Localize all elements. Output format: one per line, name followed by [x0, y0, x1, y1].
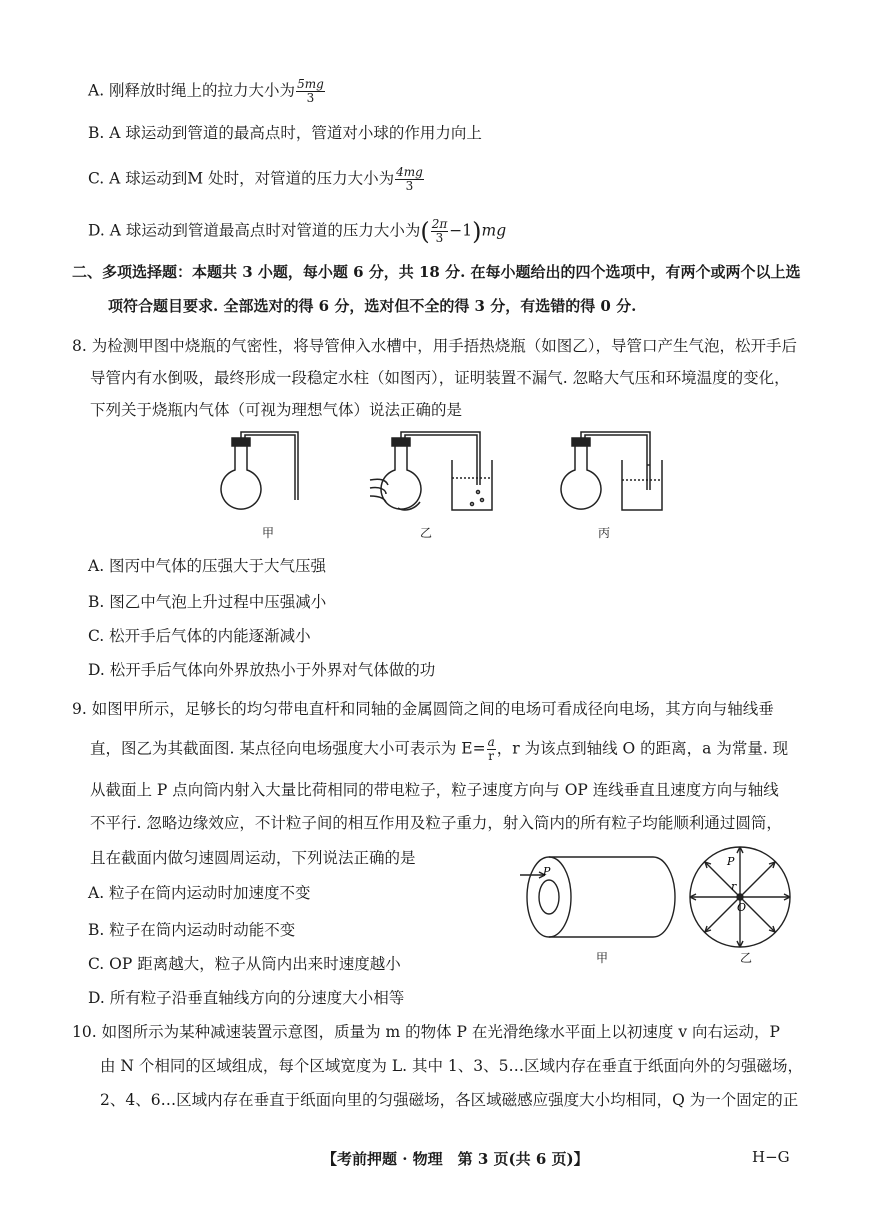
q9-option-b: B. 粒子在筒内运动时动能不变	[88, 921, 296, 939]
flask-jia	[221, 432, 298, 509]
fig-label-bing: 丙	[598, 526, 611, 540]
q9-stem-2: 直，图乙为其截面图. 某点径向电场强度大小可表示为 E= $\frac{a}{r}$ ，r 为该点到轴线 O 的距离，a 为常量. 现	[90, 735, 789, 763]
q8-option-c: C. 松开手后气体的内能逐渐减小	[88, 627, 311, 645]
q9-stem-5: 且在截面内做匀速圆周运动，下列说法正确的是	[90, 849, 416, 867]
page-footer: 【考前押题 · 物理 第 3 页(共 6 页)】	[322, 1150, 589, 1168]
fraction: $\frac{4mg}{3}$	[396, 165, 423, 193]
cross-section-yi	[690, 847, 790, 947]
q7-option-d: D. A 球运动到管道最高点时对管道的压力大小为( $\frac{2\pi}{3}$ −1)mg	[88, 217, 507, 246]
q8-option-a: A. 图丙中气体的压强大于大气压强	[88, 557, 327, 575]
q7-option-a: A. 刚释放时绳上的拉力大小为 $\frac{5mg}{3}$	[88, 77, 324, 105]
q9-stem-1: 9. 如图甲所示，足够长的均匀带电直杆和同轴的金属圆筒之间的电场可看成径向电场，其方向与轴线垂	[72, 700, 774, 718]
label-r: r	[731, 880, 737, 893]
fraction: $\frac{5mg}{3}$	[297, 77, 324, 105]
q9-option-d: D. 所有粒子沿垂直轴线方向的分速度大小相等	[88, 989, 405, 1007]
label-p2: P	[727, 855, 735, 868]
q8-option-b: B. 图乙中气泡上升过程中压强减小	[88, 593, 327, 611]
fig-label-yi-9: 乙	[740, 951, 753, 965]
q8-stem-1: 8. 为检测甲图中烧瓶的气密性，将导管伸入水槽中，用手捂热烧瓶（如图乙），导管口产生气泡，松开手后	[72, 337, 797, 355]
q8-stem-2: 导管内有水倒吸，最终形成一段稳定水柱（如图丙），证明装置不漏气. 忽略大气压和环境温度的变化，	[90, 369, 790, 387]
fig-label-jia: 甲	[262, 526, 275, 540]
fraction: $\frac{a}{r}$	[487, 735, 495, 763]
fig-label-jia-9: 甲	[596, 951, 609, 965]
q8-figure	[210, 430, 690, 550]
q7-option-c: C. A 球运动到M 处时，对管道的压力大小为 $\frac{4mg}{3}$	[88, 165, 423, 193]
q8-stem-3: 下列关于烧瓶内气体（可视为理想气体）说法正确的是	[90, 401, 463, 419]
flask-yi	[370, 432, 492, 510]
q9-stem-3: 从截面上 P 点向筒内射入大量比荷相同的带电粒子，粒子速度方向与 OP 连线垂直且速度方向与轴线	[90, 781, 779, 799]
section-heading: 二、多项选择题：本题共 3 小题，每小题 6 分，共 18 分. 在每小题给出的四个选项中，有两个或两个以上选	[72, 263, 801, 281]
q9-option-c: C. OP 距离越大，粒子从筒内出来时速度越小	[88, 955, 401, 973]
q9-figure	[515, 845, 845, 955]
section-heading-cont: 项符合题目要求. 全部选对的得 6 分，选对但不全的得 3 分，有选错的得 0 分.	[108, 297, 637, 315]
flask-bing	[561, 432, 662, 510]
label-p: P	[543, 865, 551, 878]
fraction: $\frac{2\pi}{3}$	[431, 217, 448, 245]
q9-option-a: A. 粒子在筒内运动时加速度不变	[88, 884, 311, 902]
q7-option-b: B. A 球运动到管道的最高点时，管道对小球的作用力向上	[88, 124, 482, 142]
label-o: O	[737, 901, 747, 914]
q10-stem-3: 2、4、6…区域内存在垂直于纸面向里的匀强磁场，各区域磁感应强度大小均相同，Q 为一个固定的正	[100, 1091, 799, 1109]
fig-label-yi: 乙	[420, 526, 433, 540]
paper-code: H−G	[752, 1148, 790, 1166]
q8-option-d: D. 松开手后气体向外界放热小于外界对气体做的功	[88, 661, 436, 679]
q10-stem-2: 由 N 个相同的区域组成，每个区域宽度为 L. 其中 1、3、5…区域内存在垂直于纸面向外的匀强磁场，	[100, 1057, 804, 1075]
q9-stem-4: 不平行. 忽略边缘效应，不计粒子间的相互作用及粒子重力，射入筒内的所有粒子均能顺利通过圆筒，	[90, 814, 782, 832]
q10-stem-1: 10. 如图所示为某种减速装置示意图，质量为 m 的物体 P 在光滑绝缘水平面上以初速度 v 向右运动，P	[72, 1023, 780, 1041]
